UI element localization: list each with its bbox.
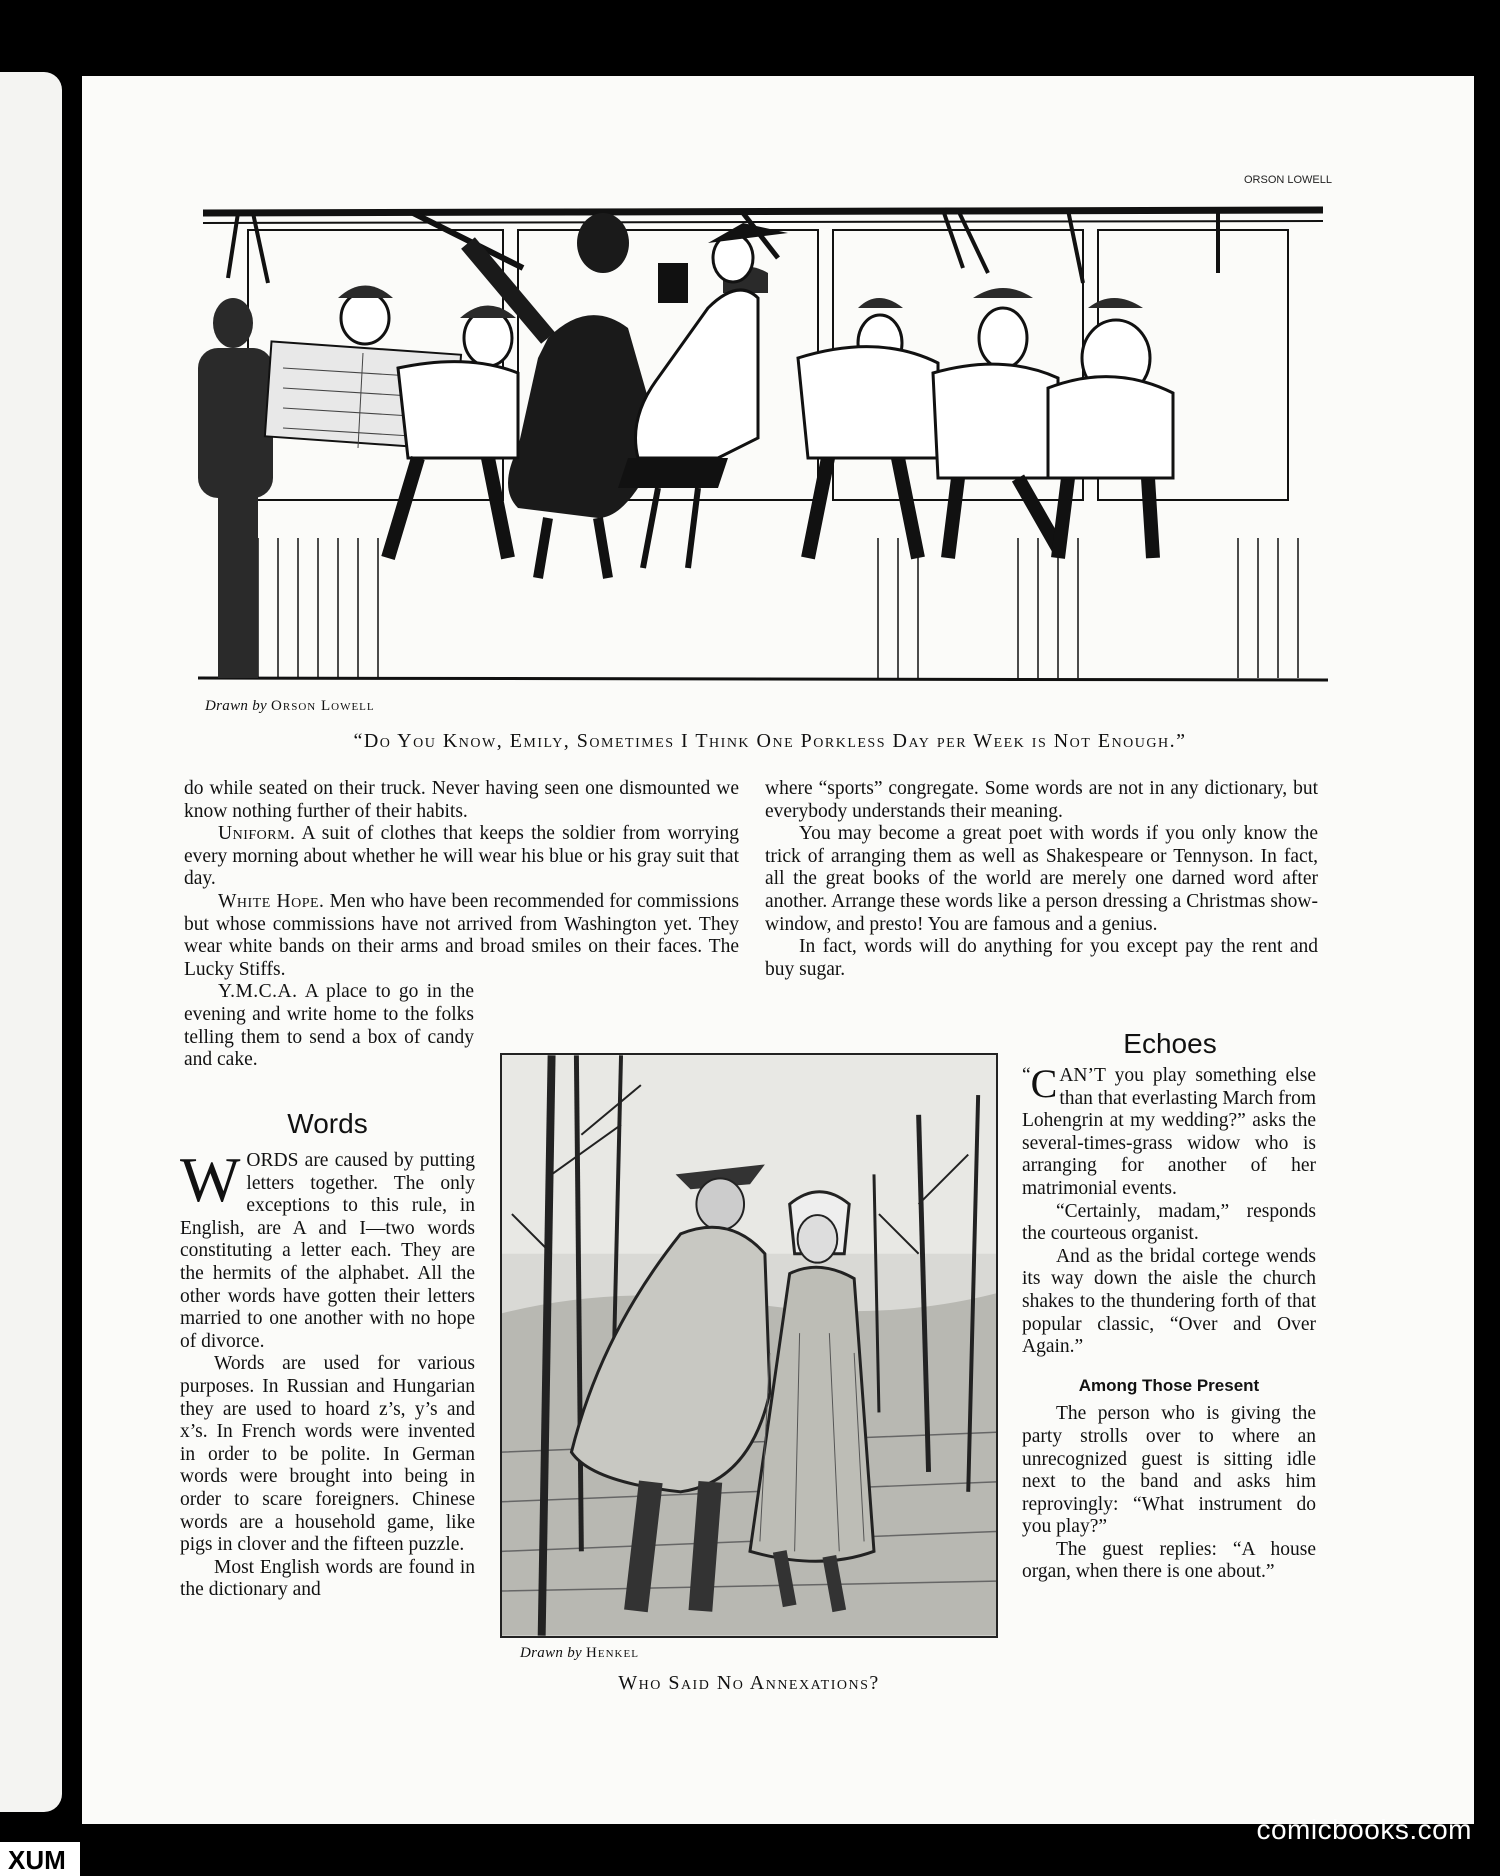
echoes-column <box>1022 1061 1317 1584</box>
artist-signature: ORSON LOWELL <box>1243 174 1333 186</box>
paragraph: In fact, words will do anything for you except pay the rent and buy sugar. <box>765 936 1318 980</box>
paragraph: do while seated on their truck. Never having seen one dismounted we know nothing further of their habits. <box>184 778 739 822</box>
credit-prefix: Drawn by <box>520 1645 582 1661</box>
term: Y.M.C.A. <box>218 981 298 1003</box>
top-cartoon-credit <box>205 698 375 715</box>
top-cartoon-caption: “Do You Know, Emily, Sometimes I Think One Porkless Day per Week is Not Enough.” <box>353 730 1187 752</box>
paragraph: And as the bridal cortege wends its way down the aisle the church shakes to the thundering forth of that popular classic, “Over and Over Again.” <box>1022 1245 1316 1358</box>
paragraph-text: AN’T you play something else than that everlasting March from Lohengrin at my wedding?” asks the several-times-grass widow who is arranging for another of her matrimonial events. <box>1022 1065 1317 1199</box>
term: White Hope. <box>218 890 325 912</box>
bottom-cartoon-credit <box>520 1645 639 1662</box>
paragraph: where “sports” congregate. Some words are not in any dictionary, but everybody understands their meaning. <box>765 778 1318 822</box>
drop-cap: W <box>180 1144 241 1215</box>
paragraph: The guest replies: “A house organ, when there is one about.” <box>1022 1538 1316 1583</box>
credit-artist: Orson Lowell <box>271 698 375 714</box>
credit-artist: Henkel <box>586 1645 639 1661</box>
watermark: comicbooks.com <box>1256 1814 1472 1845</box>
definition-white-hope <box>184 891 739 981</box>
paragraph: Most English words are found in the dictionary and <box>180 1556 475 1601</box>
definition-uniform <box>184 823 739 891</box>
paragraph: You may become a great poet with words if you only know the trick of arranging them as well as Shakespeare or Tennyson. In fact, all the great books of the world are merely one darned word after another. Arrange these words like a person dressing a Christmas show-window, and presto! You are famous and a genius. <box>765 823 1318 935</box>
corner-tag: XUM <box>0 1842 80 1876</box>
right-column-top <box>765 778 1318 981</box>
soldier-cartoon-illustration <box>500 1053 998 1638</box>
subway-cartoon-illustration <box>198 158 1348 728</box>
definition-ymca <box>184 981 474 1071</box>
definition-text: A place to go in the evening and write home to the folks telling them to send a box of candy and cake. <box>184 981 474 1071</box>
words-column <box>180 1144 475 1602</box>
paragraph <box>1022 1061 1317 1201</box>
paragraph: The person who is giving the party strolls over to where an unrecognized guest is sitting idle next to the band and asks him reprovingly: “What instrument do you play?” <box>1022 1403 1316 1538</box>
term: Uniform. <box>218 823 296 845</box>
words-heading: Words <box>287 1108 368 1139</box>
bottom-cartoon-caption: Who Said No Annexations? <box>618 1672 880 1694</box>
credit-prefix: Drawn by <box>205 698 267 714</box>
definition-text: Men who have been recommended for commissions but whose commissions have not arrived from Washington yet. They wear white bands on their arms and broad smiles on their faces. The Lucky Stiffs. <box>184 890 739 980</box>
definition-text: A suit of clothes that keeps the soldier from worrying every morning about whether he will wear his blue or his gray suit that day. <box>184 823 739 890</box>
left-column-top <box>184 778 739 1072</box>
drop-cap: C <box>1030 1061 1058 1106</box>
left-page-edge <box>0 72 62 1812</box>
echoes-heading: Echoes <box>1123 1028 1217 1059</box>
among-those-present-heading: Among Those Present <box>1078 1375 1260 1395</box>
open-quote: “ <box>1022 1065 1031 1086</box>
paragraph: Words are used for various purposes. In Russian and Hungarian they are used to hoard z’s, y’s and x’s. In French words were invented in order to be polite. In German words were brought into being in order to scare foreigners. Chinese words are a household game, like pigs in clover and the fifteen puzzle. <box>180 1353 475 1556</box>
paragraph: “Certainly, madam,” responds the courteous organist. <box>1022 1200 1316 1245</box>
paragraph <box>180 1144 475 1353</box>
paragraph-text: ORDS are caused by putting letters together. The only exceptions to this rule, in English, are A and I—two words constituting a letter each. They are the hermits of the alphabet. All the other words have gotten their letters married to one another with no hope of divorce. <box>180 1150 475 1352</box>
